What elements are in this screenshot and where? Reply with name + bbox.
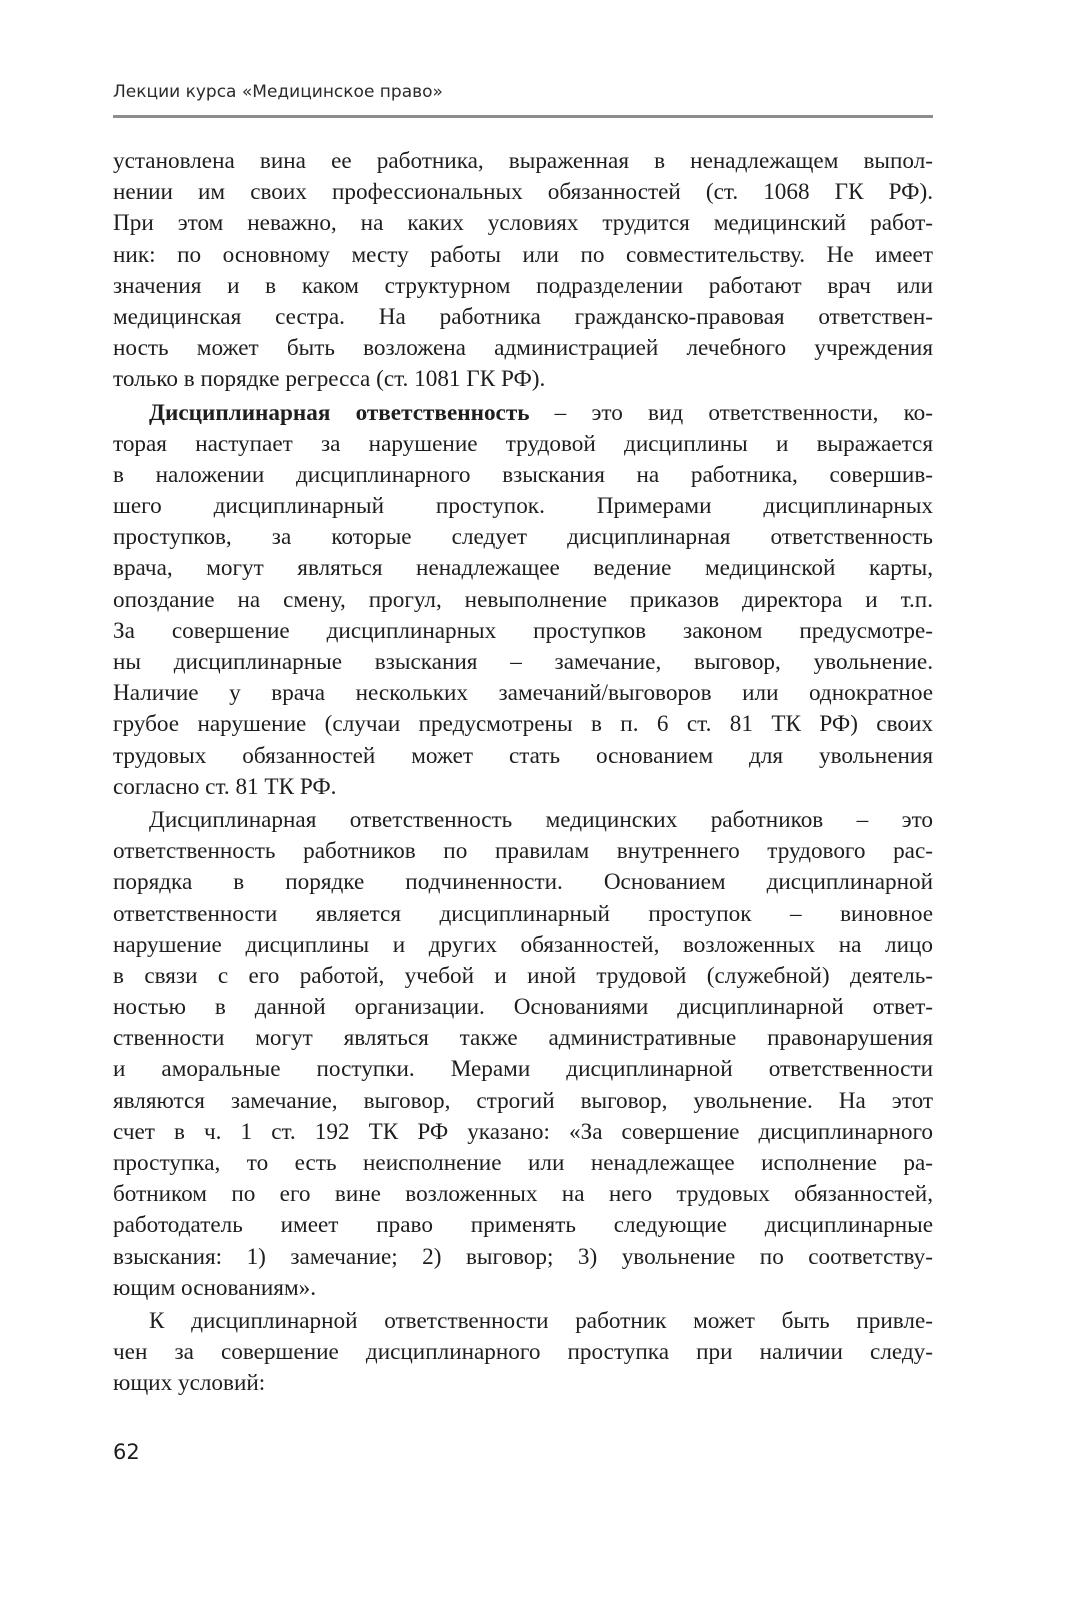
paragraph-disciplinary-definition [113,398,933,803]
text-line: нении им своих профессиональных обязанностей (ст. 1068 ГК РФ). [113,179,933,206]
text-line: проступков, за которые следует дисциплинарная ответственность [113,524,933,551]
text-line: порядка в порядке подчиненности. Основанием дисциплинарной [113,869,933,896]
text-line: медицинская сестра. На работника гражданско-правовая ответствен- [113,303,933,330]
text-line: работодатель имеет право применять следующие дисциплинарные [113,1212,933,1239]
text-line: ющих условий: [113,1370,266,1397]
text-line: трудовых обязанностей может стать основанием для увольнения [113,742,933,769]
text-line: установлена вина ее работника, выраженная в ненадлежащем выпол- [113,148,933,174]
text-line: К дисциплинарной ответственности работник может быть привле- [149,1307,933,1334]
text-line: ответственность работников по правилам внутреннего трудового рас- [113,838,933,865]
text-line: согласно ст. 81 ТК РФ. [113,773,337,800]
text-line: значения и в каком структурном подразделении работают врач или [113,272,933,299]
definition-text: – это вид ответственности, ко- [529,399,933,426]
page-number: 62 [113,1440,140,1464]
text-line: Наличие у врача нескольких замечаний/выговоров или однократное [113,680,933,707]
text-line: врача, могут являться ненадлежащее ведение медицинской карты, [113,555,933,582]
text-line: ностью в данной организации. Основаниями дисциплинарной ответ- [113,994,933,1021]
text-line: взыскания: 1) замечание; 2) выговор; 3) увольнение по соответству- [113,1243,933,1270]
text-line: нарушение дисциплины и других обязанностей, возложенных на лицо [113,931,933,958]
text-line: За совершение дисциплинарных проступков законом предусмотре- [113,617,933,644]
text-line: шего дисциплинарный проступок. Примерами дисциплинарных [113,493,933,520]
text-line: чен за совершение дисциплинарного проступка при наличии следу- [113,1339,933,1366]
text-line [113,398,933,429]
text-line: Дисциплинарная ответственность медицинских работников – это [149,806,933,833]
text-line: являются замечание, выговор, строгий выговор, увольнение. На этот [113,1087,933,1114]
text-line: ботником по его вине возложенных на него трудовых обязанностей, [113,1181,933,1208]
text-line: грубое нарушение (случаи предусмотрены в п. 6 ст. 81 ТК РФ) своих [113,711,933,738]
running-header: Лекции курса «Медицинское право» [113,82,443,102]
text-line: ющим основаниям». [113,1274,317,1301]
text-line: и аморальные поступки. Мерами дисциплинарной ответственности [113,1056,933,1083]
text-line: ответственности является дисциплинарный проступок – виновное [113,900,933,927]
paragraph-disciplinary-medical-workers [113,805,933,1304]
text-line: только в порядке регресса (ст. 1081 ГК РФ). [113,366,546,393]
text-line: ны дисциплинарные взыскания – замечание, выговор, увольнение. [113,649,933,675]
text-line: торая наступает за нарушение трудовой дисциплины и выражается [113,430,933,457]
text-line: проступка, то есть неисполнение или ненадлежащее исполнение ра- [113,1150,933,1176]
paragraph-conditions-intro [113,1306,933,1400]
header-divider [113,115,933,118]
body-text [113,146,933,1400]
text-line: счет в ч. 1 ст. 192 ТК РФ указано: «За совершение дисциплинарного [113,1118,933,1145]
text-line: ник: по основному месту работы или по совместительству. Не имеет [113,241,933,268]
text-line: в наложении дисциплинарного взыскания на работника, совершив- [113,461,933,488]
text-line: ность может быть возложена администрацией лечебного учреждения [113,335,933,362]
text-line: ственности могут являться также административные правонарушения [113,1025,933,1052]
text-line: в связи с его работой, учебой и иной трудовой (служебной) деятель- [113,962,933,989]
text-line: При этом неважно, на каких условиях трудится медицинский работ- [113,210,933,237]
text-line: опоздание на смену, прогул, невыполнение приказов директора и т.п. [113,586,933,613]
defined-term: Дисциплинарная ответственность [149,399,530,426]
paragraph-civil-liability-cont [113,146,933,396]
